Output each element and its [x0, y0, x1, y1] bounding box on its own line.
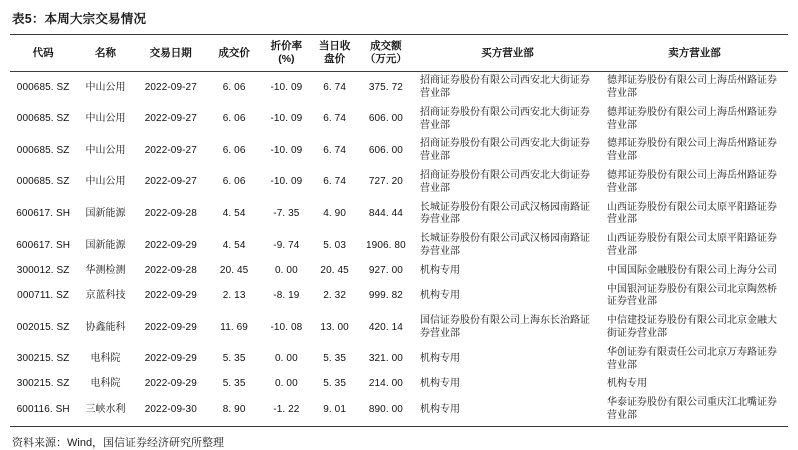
cell-amount: 1906. 80 [366, 239, 406, 251]
cell-price: 11. 69 [220, 321, 248, 333]
cell-name: 京蓝科技 [85, 290, 126, 301]
table-row [10, 135, 788, 167]
cell-amount: 844. 44 [368, 208, 403, 220]
cell-buyer: 长城证券股份有限公司武汉杨园南路证券营业部 [420, 233, 591, 258]
cell-discount: 0. 00 [275, 378, 298, 390]
cell-discount: -10. 09 [270, 81, 303, 93]
cell-date: 2022-09-29 [144, 353, 197, 365]
col-header-code: 代码 [10, 35, 76, 72]
cell-seller: 德邦证券股份有限公司上海岳州路证券营业部 [606, 106, 777, 131]
cell-name: 中山公用 [85, 144, 126, 156]
cell-buyer: 招商证券股份有限公司西安北大街证券营业部 [420, 170, 591, 194]
col-header-amount-line2: （万元） [364, 53, 407, 66]
col-header-discount-line1: 折价率 [270, 40, 303, 52]
col-header-discount [261, 35, 311, 72]
cell-close: 9. 01 [323, 403, 346, 415]
table-row [10, 262, 788, 281]
cell-code: 300215. SZ [16, 378, 70, 390]
col-header-seller: 卖方营业部 [601, 35, 788, 72]
cell-discount: 0. 00 [275, 264, 298, 276]
cell-amount: 606. 00 [368, 113, 403, 125]
cell-date: 2022-09-30 [144, 403, 197, 415]
cell-code: 000685. SZ [16, 144, 70, 156]
cell-price: 4. 54 [222, 208, 246, 220]
cell-name: 三峡水利 [85, 403, 126, 415]
cell-buyer: 机构专用 [420, 264, 461, 276]
cell-date: 2022-09-27 [144, 176, 197, 188]
cell-code: 000685. SZ [16, 81, 70, 93]
cell-discount: -1. 22 [273, 403, 300, 415]
cell-name: 中山公用 [85, 81, 126, 93]
cell-code: 600617. SH [16, 208, 71, 220]
cell-code: 002015. SZ [16, 321, 70, 333]
cell-price: 4. 54 [222, 239, 246, 251]
cell-amount: 420. 14 [368, 321, 403, 333]
source-note: 资料来源：Wind，国信证券经济研究所整理 [12, 436, 225, 449]
cell-discount: -8. 19 [273, 290, 300, 301]
table-row [10, 375, 788, 394]
cell-buyer: 机构专用 [420, 290, 461, 301]
cell-discount: -10. 09 [270, 113, 303, 125]
table-row [10, 281, 788, 313]
cell-price: 20. 45 [219, 264, 249, 276]
cell-buyer: 招商证券股份有限公司西安北大街证券营业部 [420, 106, 591, 131]
cell-code: 300215. SZ [16, 353, 70, 365]
cell-code: 000711. SZ [17, 290, 70, 301]
table-row [10, 344, 788, 376]
cell-code: 000685. SZ [16, 113, 70, 125]
block-trade-table [10, 34, 788, 426]
cell-seller: 中国银河证券股份有限公司北京陶然桥证券营业部 [606, 283, 777, 308]
cell-code: 600617. SH [16, 239, 71, 251]
cell-date: 2022-09-29 [144, 378, 197, 390]
cell-close: 5. 35 [323, 353, 346, 365]
cell-discount: -10. 09 [270, 176, 303, 188]
cell-date: 2022-09-28 [144, 208, 197, 220]
col-header-buyer: 买方营业部 [414, 35, 601, 72]
table-header-row [10, 35, 788, 72]
cell-date: 2022-09-29 [144, 290, 197, 301]
table-row [10, 394, 788, 426]
table-row [10, 312, 788, 344]
cell-close: 20. 45 [320, 264, 349, 276]
cell-price: 8. 90 [222, 403, 246, 415]
cell-close: 6. 74 [323, 176, 346, 188]
cell-price: 6. 06 [222, 113, 246, 125]
cell-price: 5. 35 [222, 378, 246, 390]
cell-name: 协鑫能科 [85, 321, 126, 333]
col-header-date: 交易日期 [135, 35, 207, 72]
cell-close: 6. 74 [323, 113, 346, 125]
cell-name: 电科院 [90, 378, 121, 390]
cell-discount: 0. 00 [275, 353, 298, 365]
cell-buyer: 机构专用 [420, 378, 461, 390]
col-header-close-line2: 盘价 [324, 53, 346, 66]
cell-buyer: 招商证券股份有限公司西安北大街证券营业部 [420, 138, 591, 163]
cell-amount: 214. 00 [368, 378, 403, 390]
cell-seller: 中国国际金融股份有限公司上海分公司 [606, 264, 777, 276]
cell-date: 2022-09-29 [144, 321, 197, 333]
cell-seller: 德邦证券股份有限公司上海岳州路证券营业部 [606, 75, 777, 100]
cell-date: 2022-09-27 [144, 144, 197, 156]
col-header-name: 名称 [76, 35, 134, 72]
cell-name: 电科院 [90, 353, 121, 365]
cell-date: 2022-09-28 [144, 264, 197, 276]
cell-date: 2022-09-27 [144, 81, 197, 93]
cell-code: 600116. SH [16, 403, 70, 415]
cell-buyer: 国信证券股份有限公司上海东长治路证券营业部 [420, 315, 591, 339]
table-row [10, 230, 788, 262]
cell-amount: 890. 00 [368, 403, 403, 415]
cell-name: 中山公用 [85, 176, 126, 188]
col-header-close-line1: 当日收 [318, 40, 351, 52]
table-caption: 表5：本周大宗交易情况 [12, 12, 147, 26]
cell-code: 000685. SZ [16, 176, 70, 188]
col-header-close [312, 35, 358, 72]
table-row [10, 104, 788, 136]
cell-price: 5. 35 [222, 353, 246, 365]
col-header-amount [358, 35, 414, 72]
cell-close: 5. 03 [323, 239, 346, 251]
cell-discount: -9. 74 [273, 239, 300, 251]
col-header-amount-line1: 成交额 [370, 40, 402, 52]
cell-amount: 606. 00 [368, 144, 403, 156]
cell-buyer: 机构专用 [420, 403, 461, 415]
cell-discount: -10. 08 [270, 321, 303, 333]
cell-price: 2. 13 [222, 290, 246, 301]
cell-buyer: 招商证券股份有限公司西安北大街证券营业部 [420, 75, 591, 100]
cell-price: 6. 06 [222, 176, 246, 188]
cell-code: 300012. SZ [16, 264, 70, 276]
cell-close: 6. 74 [323, 144, 346, 156]
cell-price: 6. 06 [222, 144, 246, 156]
cell-close: 4. 90 [323, 208, 346, 220]
table-row [10, 167, 788, 199]
cell-seller: 华泰证券股份有限公司重庆江北嘴证券营业部 [606, 397, 777, 421]
cell-seller: 华创证券有限责任公司北京万寿路证券营业部 [606, 346, 777, 371]
cell-amount: 321. 00 [368, 353, 403, 365]
cell-buyer: 长城证券股份有限公司武汉杨园南路证券营业部 [420, 201, 591, 226]
cell-amount: 927. 00 [368, 264, 403, 276]
cell-amount: 375. 72 [368, 81, 403, 93]
cell-discount: -7. 35 [273, 208, 300, 220]
cell-close: 13. 00 [320, 321, 349, 333]
col-header-price: 成交价 [207, 35, 261, 72]
cell-seller: 机构专用 [606, 378, 647, 390]
cell-amount: 727. 20 [368, 176, 403, 188]
table-row [10, 72, 788, 104]
cell-amount: 999. 82 [368, 290, 403, 301]
cell-price: 6. 06 [222, 81, 246, 93]
cell-name: 国新能源 [85, 239, 126, 251]
cell-seller: 中信建投证券股份有限公司北京金融大街证券营业部 [606, 315, 777, 339]
cell-date: 2022-09-29 [144, 239, 197, 251]
cell-name: 华测检测 [85, 264, 126, 276]
col-header-discount-line2: (%) [278, 53, 295, 66]
cell-buyer: 机构专用 [420, 353, 461, 365]
cell-seller: 德邦证券股份有限公司上海岳州路证券营业部 [606, 138, 777, 163]
cell-discount: -10. 09 [270, 144, 303, 156]
cell-seller: 山西证券股份有限公司太原平阳路证券营业部 [606, 201, 777, 226]
table-body [10, 72, 788, 426]
cell-seller: 德邦证券股份有限公司上海岳州路证券营业部 [606, 170, 777, 194]
cell-close: 6. 74 [323, 81, 346, 93]
table-row [10, 199, 788, 231]
cell-name: 国新能源 [85, 208, 126, 220]
cell-name: 中山公用 [85, 113, 126, 125]
cell-seller: 山西证券股份有限公司太原平阳路证券营业部 [606, 233, 777, 258]
cell-date: 2022-09-27 [144, 113, 197, 125]
cell-close: 2. 32 [323, 290, 346, 301]
cell-close: 5. 35 [323, 378, 346, 390]
